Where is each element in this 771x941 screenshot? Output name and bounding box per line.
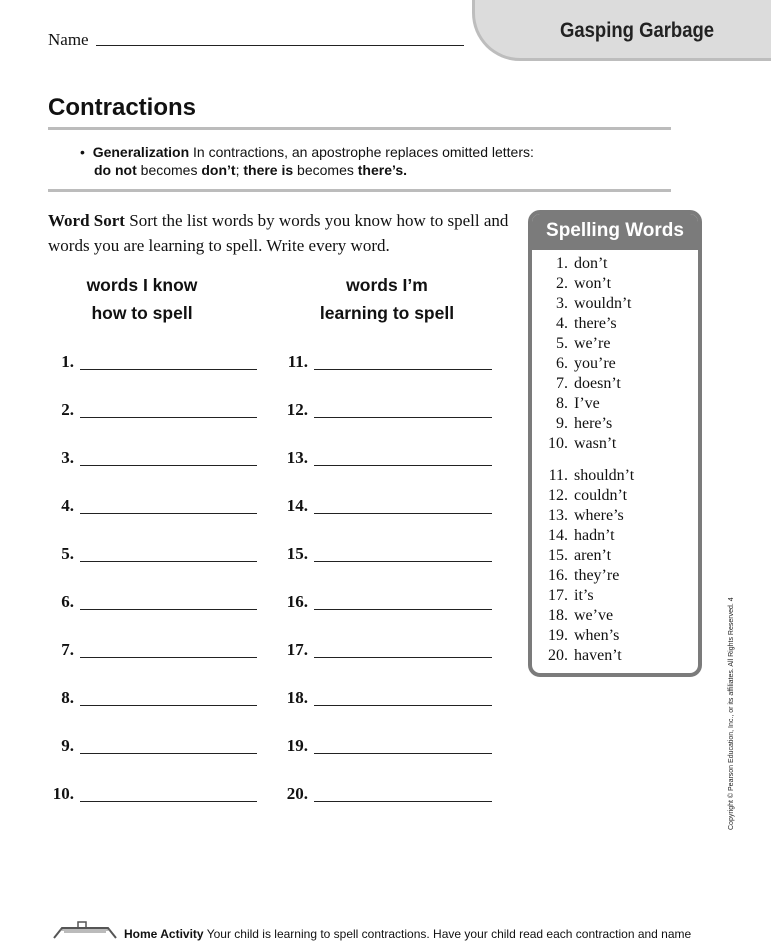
answer-line[interactable] (80, 609, 257, 610)
answer-number: 4. (61, 496, 74, 515)
answer-line[interactable] (80, 369, 257, 370)
spelling-words-title: Spelling Words (546, 220, 684, 241)
spelling-word: 2. won’t (556, 275, 612, 292)
spelling-word: 14. hadn’t (548, 527, 615, 544)
generalization-label: Generalization (92, 144, 190, 160)
answer-line[interactable] (314, 657, 492, 658)
page-title: Contractions (48, 94, 197, 121)
answer-line[interactable] (314, 465, 492, 466)
word-sort-instructions: Word Sort Sort the list words by words you know how to spell and words you are learning to spell. Write every word. (48, 211, 509, 255)
answer-number: 5. (61, 544, 74, 563)
left-column-heading: words I know how to spell (86, 275, 198, 323)
answer-number: 16. (286, 592, 308, 611)
answer-number: 13. (286, 448, 308, 467)
spelling-word: 9. here’s (556, 415, 613, 432)
answer-line[interactable] (314, 561, 492, 562)
answer-number: 8. (61, 688, 74, 707)
spelling-word: 1. don’t (556, 255, 608, 272)
spelling-word: 7. doesn’t (556, 375, 621, 392)
answer-line[interactable] (314, 801, 492, 802)
answer-line[interactable] (80, 417, 257, 418)
spelling-words-box (528, 210, 702, 677)
answer-line[interactable] (314, 705, 492, 706)
answer-number: 15. (286, 544, 308, 563)
name-line[interactable] (96, 45, 464, 46)
answer-number: 20. (286, 784, 308, 803)
generalization-note: • Generalization In contractions, an apostrophe replaces omitted letters: do not becomes don’t; there is becomes there’s. (80, 144, 534, 178)
spelling-word: 16. they’re (548, 567, 620, 584)
copyright-notice: Copyright © Pearson Education, Inc., or its affiliates. All Rights Reserved. 4 (728, 597, 735, 830)
answer-line[interactable] (314, 513, 492, 514)
answer-number: 11. (287, 352, 308, 371)
answer-line[interactable] (80, 801, 257, 802)
school-house-icon (50, 920, 120, 939)
spelling-word: 12. couldn’t (548, 487, 628, 504)
spelling-word: 20. haven’t (548, 647, 622, 664)
answer-line[interactable] (80, 657, 257, 658)
answer-number: 10. (52, 784, 74, 803)
story-title: Gasping Garbage (560, 19, 715, 42)
home-activity-label: Home Activity (124, 927, 204, 941)
spelling-word: 8. I’ve (556, 395, 600, 412)
home-activity-note: Home Activity Your child is learning to spell contractions. Have your child read each contraction and name (124, 927, 692, 941)
spelling-word: 11. shouldn’t (548, 467, 635, 484)
word-sort-label: Word Sort (48, 211, 125, 230)
answer-line[interactable] (314, 609, 492, 610)
answer-line[interactable] (80, 561, 257, 562)
spelling-word: 13. where’s (548, 507, 624, 524)
spelling-word: 15. aren’t (548, 547, 612, 564)
answer-number: 3. (61, 448, 74, 467)
bullet: • (80, 144, 85, 160)
top-rule (48, 127, 671, 130)
answer-line[interactable] (314, 417, 492, 418)
spelling-word: 10. wasn’t (548, 435, 617, 452)
bottom-rule (48, 189, 671, 192)
answer-number: 2. (61, 400, 74, 419)
answer-number: 1. (61, 352, 74, 371)
spelling-word: 19. when’s (548, 627, 620, 644)
right-column-heading: words I’m learning to spell (319, 275, 455, 323)
answer-number: 12. (286, 400, 308, 419)
answer-number: 18. (286, 688, 308, 707)
name-label: Name (48, 30, 89, 49)
spelling-word: 3. wouldn’t (556, 295, 632, 312)
answer-line[interactable] (80, 753, 257, 754)
answer-number: 19. (286, 736, 308, 755)
spelling-word: 5. we’re (556, 335, 611, 352)
spelling-word: 18. we’ve (548, 607, 614, 624)
answer-line[interactable] (80, 513, 257, 514)
answer-line[interactable] (80, 465, 257, 466)
answer-number: 6. (61, 592, 74, 611)
answer-number: 7. (61, 640, 74, 659)
answer-line[interactable] (314, 369, 492, 370)
spelling-word: 4. there’s (556, 315, 617, 332)
answer-line[interactable] (314, 753, 492, 754)
spelling-word: 17. it’s (548, 587, 594, 604)
answer-number: 9. (61, 736, 74, 755)
spelling-word: 6. you’re (556, 355, 616, 372)
answer-number: 17. (286, 640, 308, 659)
answer-number: 14. (286, 496, 308, 515)
answer-line[interactable] (80, 705, 257, 706)
